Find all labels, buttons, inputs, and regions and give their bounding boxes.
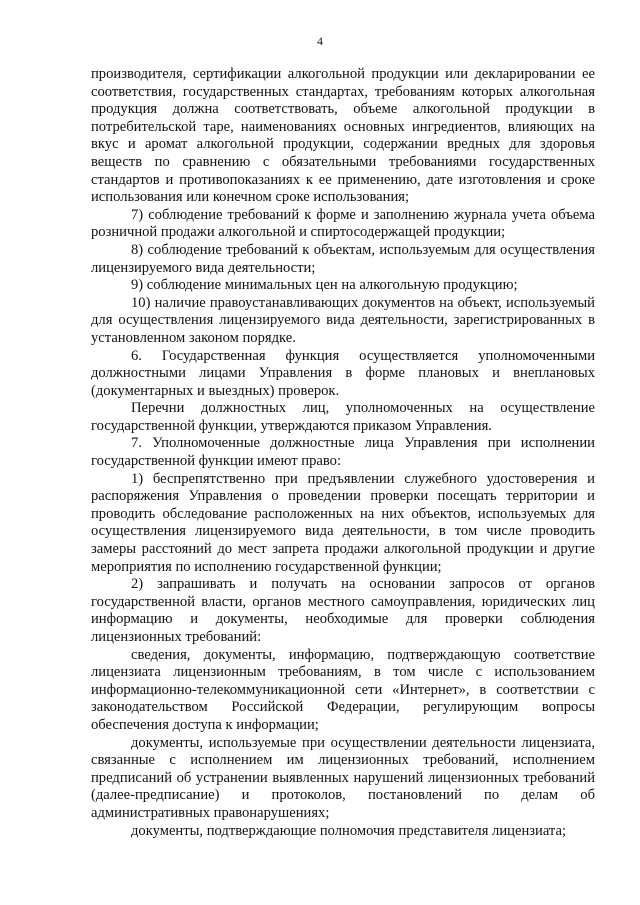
paragraph-authority-documents: документы, подтверждающие полномочия представителя лицензиата;	[131, 822, 567, 839]
document-body	[91, 66, 595, 840]
paragraph-section-7: 7. Уполномоченные должностные лица Управления при исполнении государственной функции имеют право:	[91, 435, 595, 470]
paragraph-continuation: производителя, сертификации алкогольной продукции или декларировании ее соответствия, государственных стандартах, требованиям которых алкогольная продукция должна соответствовать, объеме алкогольной продукции в потребительской таре, наименованиях основных ингредиентов, влияющих на вкус и аромат алкогольной продукции, содержании вредных для здоровья веществ по сравнению с обязательными требованиями государственных стандартов и противопоказаниях к ее применению, дате изготовления и сроке использования или конечном сроке использования;	[91, 66, 595, 206]
page-number: 4	[317, 34, 323, 48]
paragraph-activity-documents: документы, используемые при осуществлении деятельности лицензиата, связанные с исполнением им лицензионных требований, исполнением предписаний об устранении выявленных нарушений лицензионных требований (далее-предписание) и протоколов, постановлений по делам об административных правонарушениях;	[91, 734, 595, 821]
paragraph-item-10: 10) наличие правоустанавливающих документов на объект, используемый для осуществления лицензируемого вида деятельности, зарегистрированных в установленном законом порядке.	[91, 294, 595, 346]
paragraph-item-9: 9) соблюдение минимальных цен на алкогольную продукцию;	[131, 277, 518, 294]
paragraph-officials-list: Перечни должностных лиц, уполномоченных на осуществление государственной функции, утверждаются приказом Управления.	[91, 400, 595, 434]
paragraph-right-1: 1) беспрепятственно при предъявлении служебного удостоверения и распоряжения Управления о проведении проверки посещать территории и проводить обследование расположенных на них объектов, используемых для осуществления лицензируемого вида деятельности, в том числе проводить замеры расстояний до мест запрета продажи алкогольной продукции и другие мероприятия по исполнению государственной функции;	[91, 470, 595, 575]
paragraph-right-2: 2) запрашивать и получать на основании запросов от органов государственной власти, органов местного самоуправления, юридических лиц информацию и документы, необходимые для проверки соблюдения лицензионных требований:	[91, 576, 595, 645]
paragraph-item-8: 8) соблюдение требований к объектам, используемым для осуществления лицензируемого вида деятельности;	[91, 241, 595, 276]
paragraph-item-7: 7) соблюдение требований к форме и заполнению журнала учета объема розничной продажи алкогольной и спиртосодержащей продукции;	[91, 206, 595, 241]
paragraph-info-documents: сведения, документы, информацию, подтверждающую соответствие лицензиата лицензионным требованиям, в том числе с использованием информационно-телекоммуникационной сети «Интернет», в соответствии с законодательством Российской Федерации, регулирующим вопросы обеспечения доступа к информации;	[91, 646, 595, 733]
paragraph-section-6: 6. Государственная функция осуществляется уполномоченными должностными лицами Управления в форме плановых и внеплановых (документарных и выездных) проверок.	[91, 347, 595, 399]
